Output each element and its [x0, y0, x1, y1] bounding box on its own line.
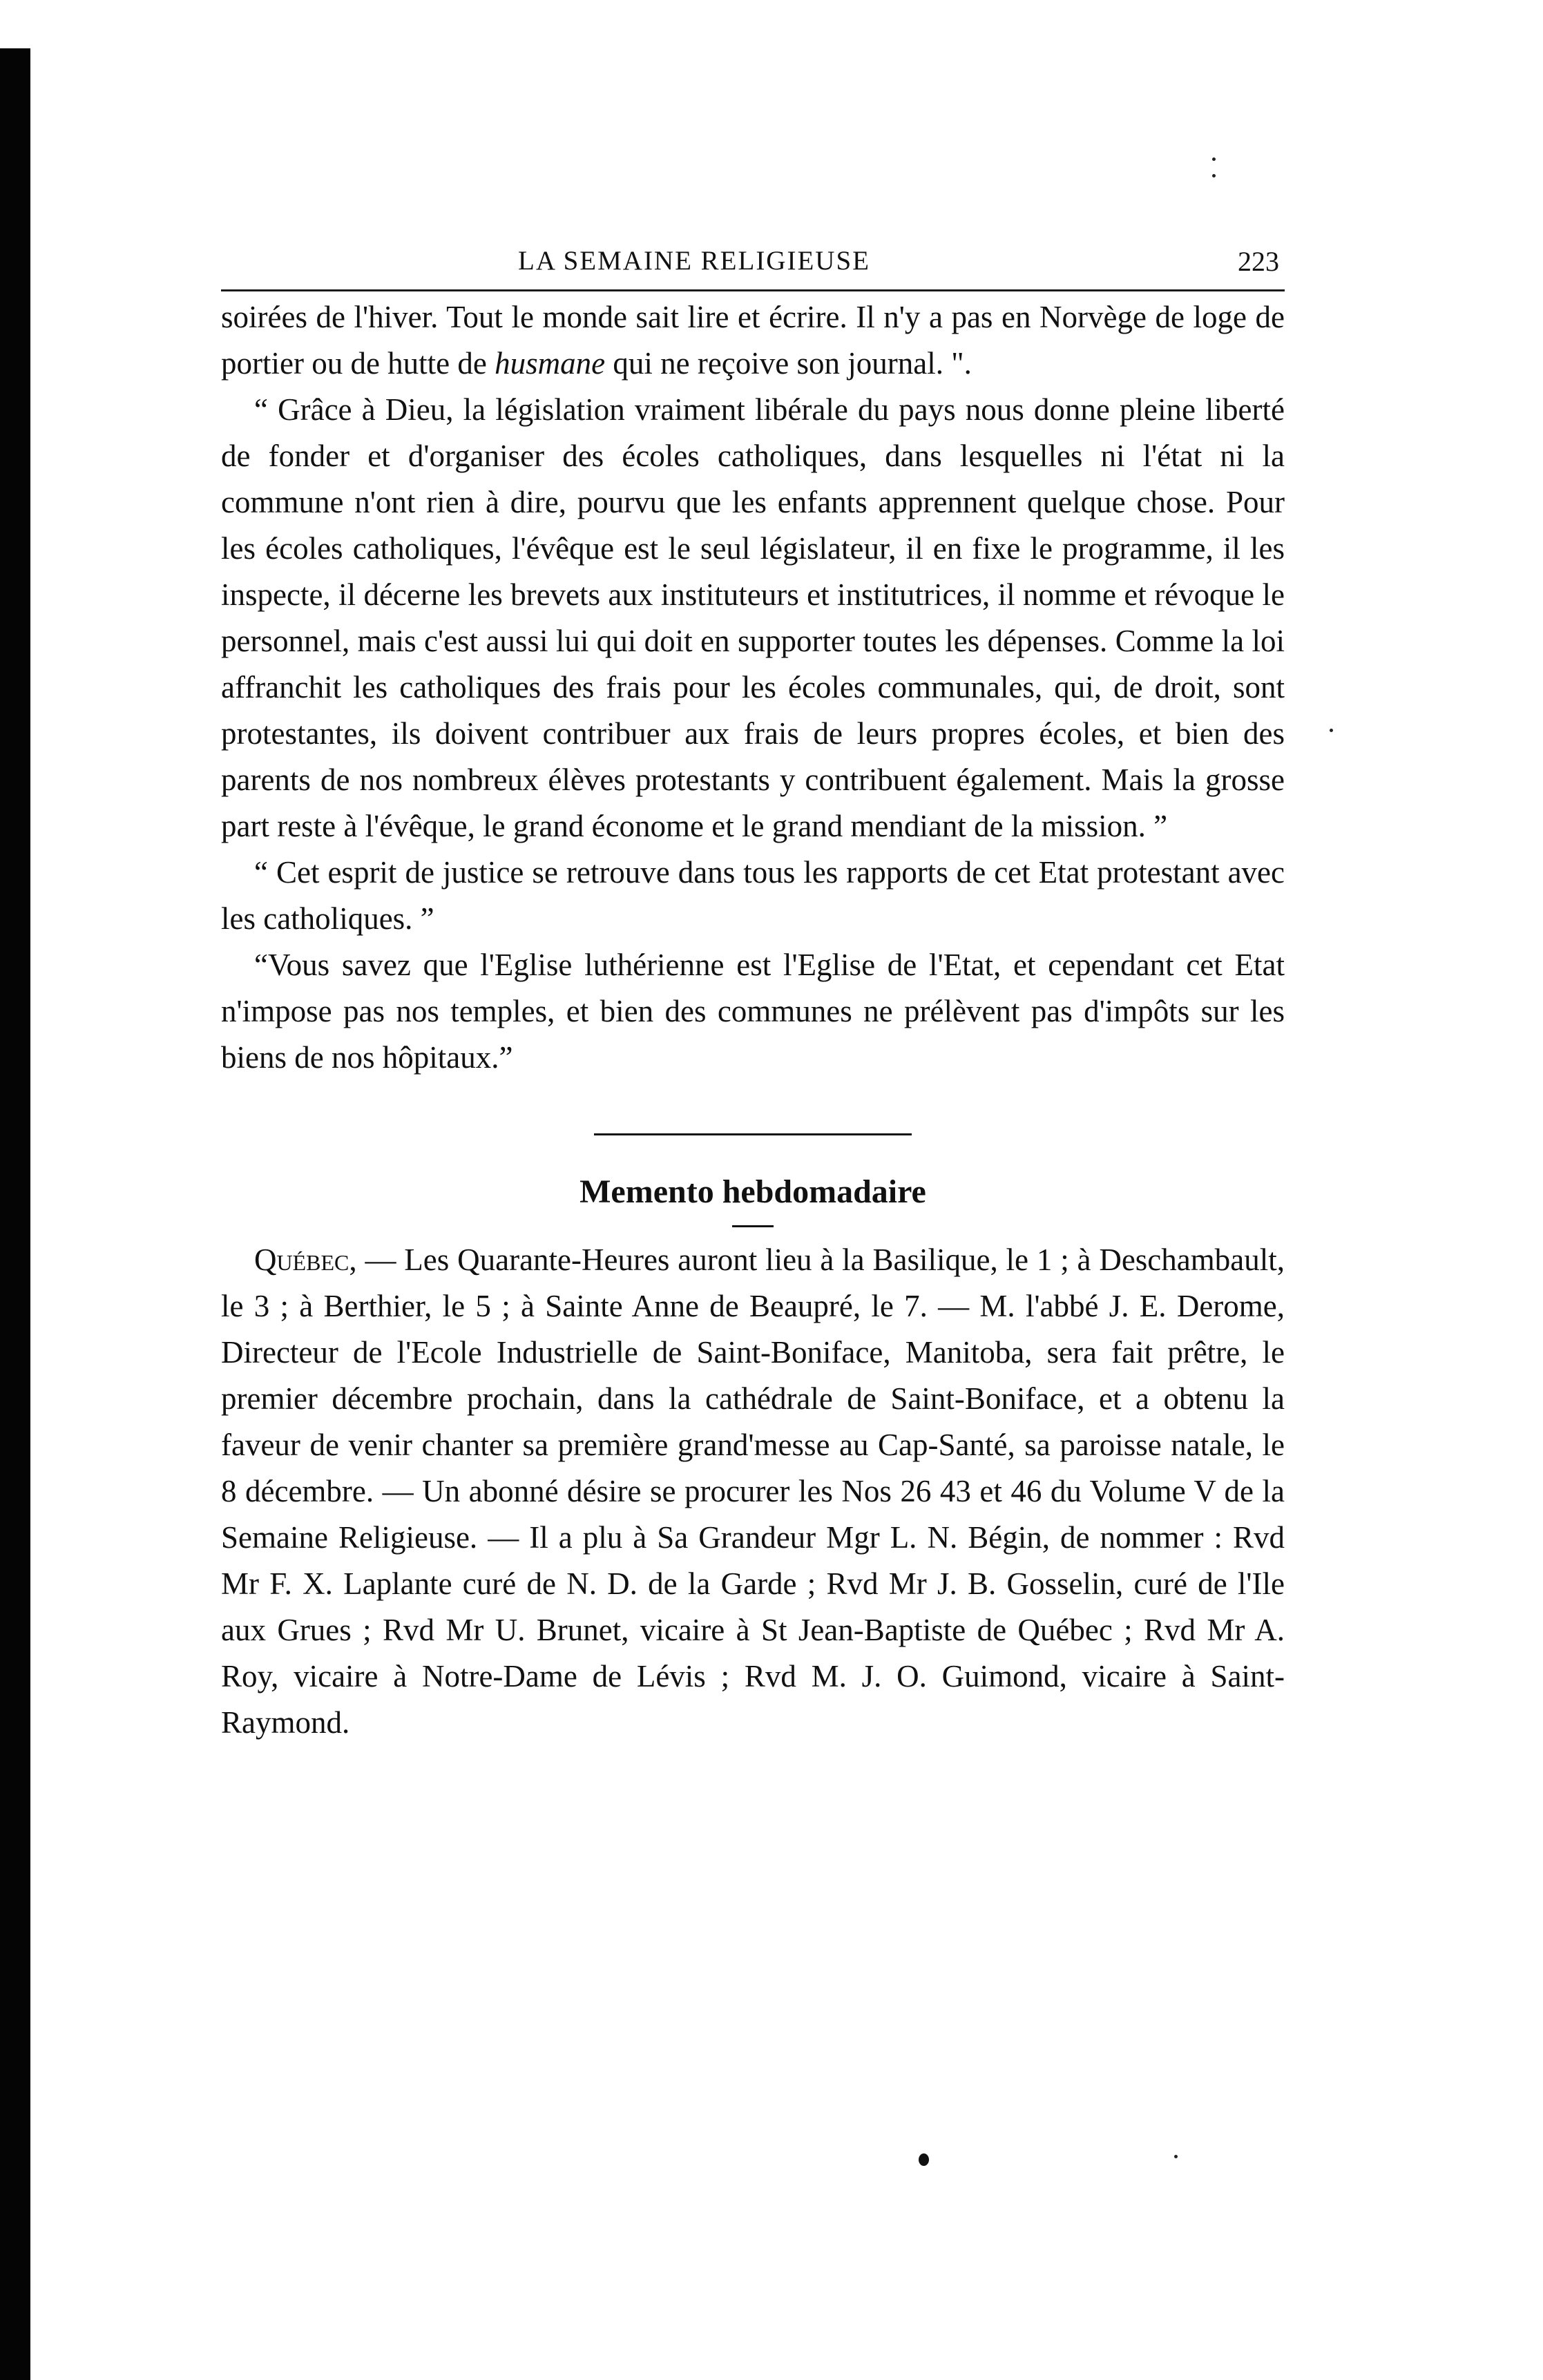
article-body — [221, 294, 1285, 1081]
bullet-mark — [919, 2153, 929, 2166]
paragraph — [221, 294, 1285, 387]
page-number: 223 — [1238, 246, 1279, 277]
paragraph — [221, 1237, 1285, 1746]
running-title: LA SEMAINE RELIGIEUSE — [518, 246, 870, 276]
paragraph: “ Cet esprit de justice se retrouve dans tous les rapports de cet Etat protestant avec les catholiques. ” — [221, 855, 1285, 936]
paragraph: “ Grâce à Dieu, la législation vraiment libérale du pays nous donne pleine liberté de fonder et d'organiser des écoles catholiques, dans lesquelles ni l'état ni la commune n'ont rien à dire, pourvu que les enfants apprennent quelque chose. Pour les écoles catholiques, l'évêque est le seul législateur, il en fixe le programme, il les inspecte, il décerne les brevets aux instituteurs et institutrices, il nomme et révoque le personnel, mais c'est aussi lui qui doit en supporter toutes les dépenses. Comme la loi affranchit les catholiques des frais pour les écoles communales, qui, de droit, sont protestantes, ils doivent contribuer aux frais de leurs propres écoles, et bien des parents de nos nombreux élèves protestants y contribuent également. Mais la grosse part reste à l'évêque, le grand économe et le grand mendiant de la mission. ” — [221, 392, 1285, 843]
print-speck — [1330, 729, 1333, 732]
section-divider — [594, 1133, 912, 1135]
running-header — [221, 245, 1285, 291]
print-speck — [1212, 157, 1216, 161]
page-binding-edge — [0, 48, 30, 2380]
paragraph: “Vous savez que l'Eglise luthérienne est l'Eglise de l'Etat, et cependant cet Etat n'impose pas nos temples, et bien des communes ne prélèvent pas d'impôts sur les biens de nos hôpitaux.” — [221, 948, 1285, 1075]
print-speck — [1174, 2155, 1178, 2158]
paragraph-text: qui ne reçoive son journal. ". — [605, 346, 972, 381]
page-content — [221, 245, 1285, 1746]
paragraph-text: , — Les Quarante-Heures auront lieu à la Basilique, le 1 ; à Deschambault, le 3 ; à Berthier, le 5 ; à Sainte Anne de Beaupré, le 7. — M. l'abbé J. E. Derome, Directeur de l'Ecole Industrielle de Saint-Boniface, Manitoba, sera fait prêtre, le premier décembre prochain, dans la cathédrale de Saint-Boniface, et a obtenu la faveur de venir chanter sa première grand'messe au Cap-Santé, sa paroisse natale, le 8 décembre. — Un abonné désire se procurer les Nos 26 43 et 46 du Volume V de la Semaine Religieuse. — Il a plu à Sa Grandeur Mgr L. N. Bégin, de nommer : Rvd Mr F. X. Laplante curé de N. D. de la Garde ; Rvd Mr J. B. Gosselin, curé de l'Ile aux Grues ; Rvd Mr U. Brunet, vicaire à St Jean-Baptiste de Québec ; Rvd Mr A. Roy, vicaire à Notre-Dame de Lévis ; Rvd M. J. O. Guimond, vicaire à Saint-Raymond. — [221, 1242, 1285, 1740]
heading-rule — [732, 1225, 774, 1227]
place-name: Québec — [254, 1242, 349, 1277]
print-speck — [1212, 174, 1216, 177]
section-heading: Memento hebdomadaire — [579, 1173, 926, 1210]
memento-body — [221, 1237, 1285, 1746]
italic-term: husmane — [495, 346, 606, 381]
paragraph-text: soirées de l'hiver. Tout le monde sait lire et écrire. Il n'y a pas en Norvège de loge de portier ou de hutte de — [221, 300, 1285, 381]
